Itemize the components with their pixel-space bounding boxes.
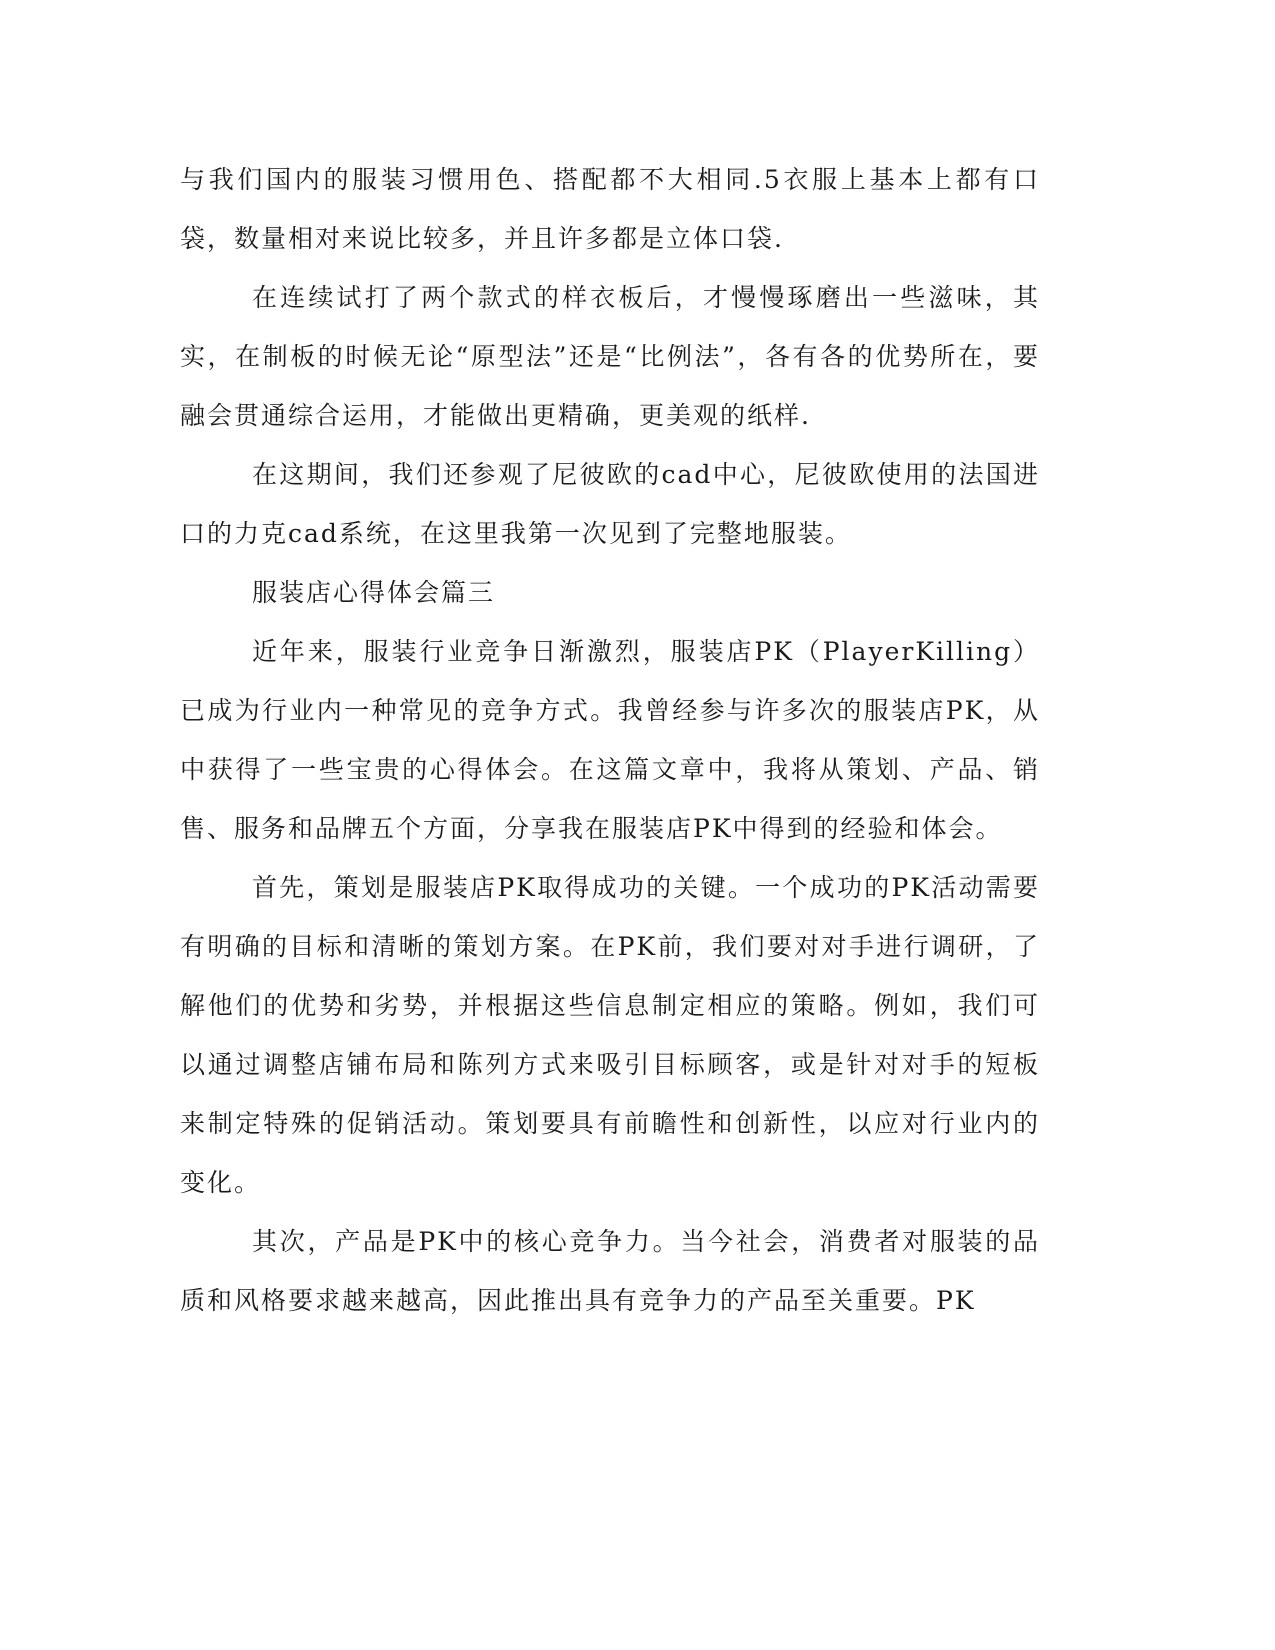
paragraph-4: 近年来，服装行业竞争日渐激烈，服装店PK（PlayerKilling）已成为行业内一种常见的竞争方式。我曾经参与许多次的服装店PK，从中获得了一些宝贵的心得体会。在这篇文章中，我将从策划、产品、销售、服务和品牌五个方面，分享我在服装店PK中得到的经验和体会。 [180, 637, 1040, 843]
paragraph-5: 首先，策划是服装店PK取得成功的关键。一个成功的PK活动需要有明确的目标和清晰的策划方案。在PK前，我们要对对手进行调研，了解他们的优势和劣势，并根据这些信息制定相应的策略。例如，我们可以通过调整店铺布局和陈列方式来吸引目标顾客，或是针对对手的短板来制定特殊的促销活动。策划要具有前瞻性和创新性，以应对行业内的变化。 [180, 873, 1040, 1197]
paragraph-3: 在这期间，我们还参观了尼彼欧的cad中心，尼彼欧使用的法国进口的力克cad系统，在这里我第一次见到了完整地服装。 [180, 460, 1040, 548]
paragraph-1: 与我们国内的服装习惯用色、搭配都不大相同.5衣服上基本上都有口袋，数量相对来说比较多，并且许多都是立体口袋. [180, 165, 1040, 253]
section-heading: 服装店心得体会篇三 [252, 578, 496, 607]
document-page [180, 150, 1040, 1330]
paragraph-6: 其次，产品是PK中的核心竞争力。当今社会，消费者对服装的品质和风格要求越来越高，因此推出具有竞争力的产品至关重要。PK [180, 1227, 1040, 1315]
paragraph-2: 在连续试打了两个款式的样衣板后，才慢慢琢磨出一些滋味，其实，在制板的时候无论“原型法”还是“比例法”，各有各的优势所在，要融会贯通综合运用，才能做出更精确，更美观的纸样. [180, 283, 1040, 430]
